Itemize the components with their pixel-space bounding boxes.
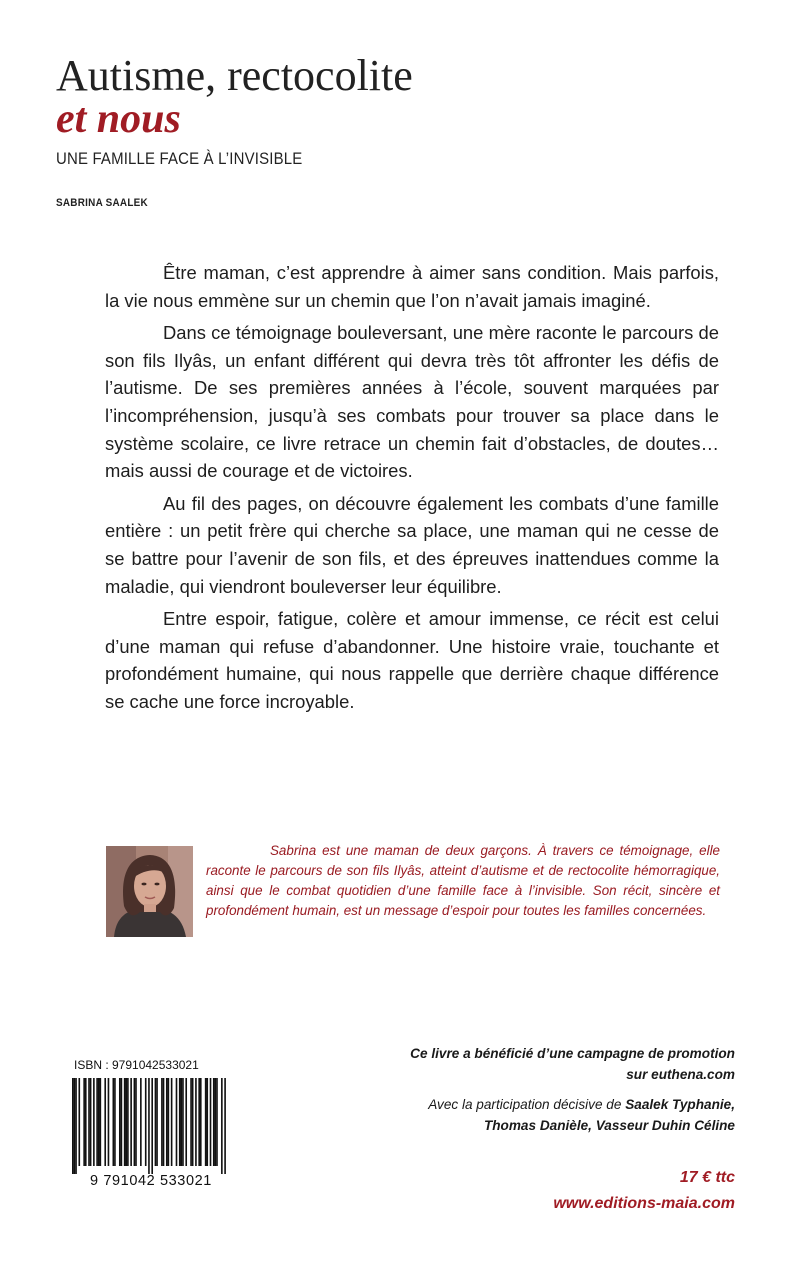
barcode-bar [121, 1078, 123, 1166]
back-cover-blurb [105, 259, 719, 721]
promotion-line: Ce livre a bénéficié d’une campagne de promotion [410, 1046, 735, 1061]
barcode-bar [156, 1078, 158, 1166]
barcode-bar [155, 1078, 157, 1166]
barcode-bar [75, 1078, 77, 1174]
participation-names: Thomas Danièle, Vasseur Duhin Céline [483, 1118, 735, 1133]
barcode-bar [224, 1078, 226, 1174]
promotion-line: sur euthena.com [626, 1067, 735, 1082]
author-bio-text: Sabrina est une maman de deux garçons. À travers ce témoignage, elle raconte le parcours de son fils Ilyâs, atteint d’autisme et de rectocolite hémorragique, ainsi que le combat quotidien d’une famille face à l’invisible. Son récit, sincère et profondément humain, est un message d’espoir pour toutes les familles concernées. [206, 843, 720, 918]
barcode-bar [176, 1078, 178, 1166]
barcode-bar [96, 1078, 98, 1166]
barcode-bar [98, 1078, 100, 1166]
barcode-bar [127, 1078, 129, 1166]
barcode-bar [161, 1078, 163, 1166]
barcode-bar [140, 1078, 142, 1166]
barcode-bar [78, 1078, 80, 1166]
author-portrait-image [106, 846, 193, 937]
barcode-bar [148, 1078, 150, 1174]
participation-note [335, 1094, 735, 1136]
barcode-bar [135, 1078, 137, 1166]
barcode-bar [200, 1078, 202, 1166]
barcode-bar [163, 1078, 165, 1166]
barcode-bar [182, 1078, 184, 1166]
barcode-bar [179, 1078, 181, 1166]
blurb-paragraph: Entre espoir, fatigue, colère et amour immense, ce récit est celui d’une maman qui refuse d’abandonner. Une histoire vraie, touchante et profondément humaine, qui nous rappelle que derrière chaque différence se cache une force incroyable. [105, 608, 719, 712]
barcode-bar [74, 1078, 76, 1174]
barcode-bar [124, 1078, 126, 1166]
author-bio [206, 841, 720, 921]
barcode-bar [171, 1078, 173, 1166]
barcode-bar [72, 1078, 74, 1174]
barcode-bar [151, 1078, 153, 1174]
barcode-bar [85, 1078, 87, 1166]
book-title-line-1: Autisme, rectocolite [56, 51, 413, 100]
barcode-bar [114, 1078, 116, 1166]
book-subtitle: UNE FAMILLE FACE À L’INVISIBLE [56, 149, 303, 168]
participation-names: Saalek Typhanie, [625, 1097, 735, 1112]
price: 17 € ttc [679, 1169, 735, 1186]
barcode-bar [195, 1078, 197, 1166]
barcode-bar [168, 1078, 170, 1166]
barcode-bar [104, 1078, 106, 1166]
barcode-bar [221, 1078, 223, 1174]
barcode-bar [192, 1078, 194, 1166]
participation-intro: Avec la participation décisive de [428, 1097, 626, 1112]
barcode-bar [198, 1078, 200, 1166]
author-photo [106, 846, 193, 937]
barcode-bar [213, 1078, 215, 1166]
author-name: SABRINA SAALEK [56, 197, 148, 209]
promotion-note [355, 1043, 735, 1085]
isbn-barcode [70, 1076, 232, 1188]
publisher-website: www.editions-maia.com [553, 1195, 735, 1212]
barcode-bar [205, 1078, 207, 1166]
blurb-paragraph: Au fil des pages, on découvre également les combats d’une famille entière : un petit frère qui cherche sa place, une maman qui ne cesse de se battre pour l’avenir de son fils, et des épreuves inattendues comme la maladie, qui viendront bouleverser leur équilibre. [105, 492, 719, 597]
barcode-bar [166, 1078, 168, 1166]
barcode-bar [88, 1078, 90, 1166]
barcode-bar [130, 1078, 132, 1166]
barcode-bar [185, 1078, 187, 1166]
barcode-bar [125, 1078, 127, 1166]
barcode-bar [100, 1078, 102, 1166]
blurb-paragraph: Être maman, c’est apprendre à aimer sans condition. Mais parfois, la vie nous emmène sur un chemin que l’on n’avait jamais imaginé. [105, 262, 719, 311]
barcode-bar [108, 1078, 110, 1166]
barcode-bar [190, 1078, 192, 1166]
barcode-bar [181, 1078, 183, 1166]
barcode-bar [119, 1078, 121, 1166]
barcode-bar [134, 1078, 136, 1166]
book-title-line-2: et nous [56, 96, 181, 142]
isbn-label: ISBN : 9791042533021 [74, 1058, 199, 1072]
barcode-bar [90, 1078, 92, 1166]
barcode-bar [83, 1078, 85, 1166]
barcode-digits: 9 791042 533021 [90, 1173, 212, 1188]
barcode-bar [216, 1078, 218, 1166]
blurb-paragraph: Dans ce témoignage bouleversant, une mère raconte le parcours de son fils Ilyâs, un enfant différent qui devra très tôt affronter les défis de l’autisme. De ses premières années à l’école, souvent marquées par l’incompréhension, jusqu’à ses combats pour trouver sa place dans le système scolaire, ce livre retrace un chemin fait d’obstacles, de doutes… mais aussi de courage et de victoires. [105, 322, 719, 482]
barcode-bar [93, 1078, 95, 1166]
barcode-bar [113, 1078, 115, 1166]
barcode-bar [145, 1078, 147, 1166]
barcode-bar [210, 1078, 212, 1166]
barcode-bar [215, 1078, 217, 1166]
barcode-bar [206, 1078, 208, 1166]
